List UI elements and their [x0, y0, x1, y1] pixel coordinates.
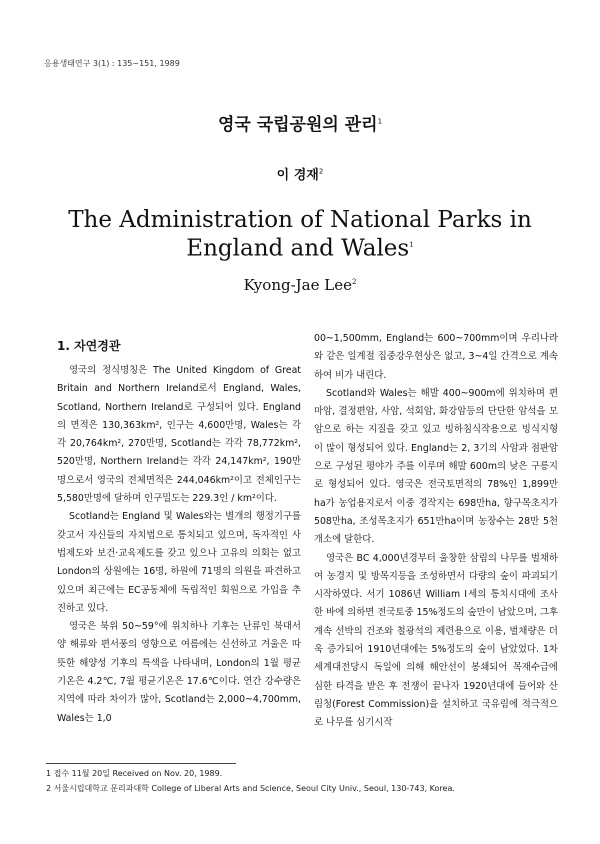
- paragraph: 영국은 BC 4,000년경부터 울창한 삼림의 나무를 벌채하여 농경지 및 방목지등을 조성하면서 다량의 숲이 파괴되기 시작하였다. 서기 1086년 William Ⅰ세의 통치시대에 조사한 바에 의하면 전국토중 15%정도의 숲만이 남았으며, 그후 계속 선박의 건조와 철광석의 제련용으로 이용, 벌채량은 더욱 증가되어 1910년대에는 5%정도의 숲이 남았었다. 1차세계대전당시 독일에 의해 해안선이 봉쇄되어 목재수급에 심한 타격을 받은 후 전쟁이 끝나자 1920년대에 들어와 산림청(Forest Commission)을 설치하고 국유림에 적극적으로 나무를 심기시작: [314, 552, 558, 729]
- paragraph: 00~1,500mm, England는 600~700mm이며 우리나라와 같은 일계절 집중강우현상은 없고, 3~4일 간격으로 계속하여 비가 내린다.: [314, 333, 558, 381]
- title-footnote-mark: 1: [377, 117, 383, 126]
- paragraph: Scotland와 Wales는 해발 400~900m에 위치하며 편마암, 결정편암, 사암, 석회암, 화강암등의 단단한 암석을 모암으로 하는 지질을 갖고 있고 빙하침식작용으로 빙식지형이 많이 형성되어 있다. England는 2, 3기의 사암과 점판암으로 구성된 평야가 주를 이루며 해발 600m의 낮은 구릉지로 형성되어 있다. 영국은 전국토면적의 78%인 1,899만 ha가 농업용지로서 이중 경작지는 698만ha, 향구목초지가 508만ha, 조성목초지가 651만ha이며 농장수는 28만 5천개소에 달한다.: [314, 387, 558, 546]
- paper-title-english-line2-wrap: [0, 233, 600, 262]
- paragraph: 영국의 정식명칭은 The United Kingdom of Great Britain and Northern Ireland로서 England, Wales, Scotland, Northern Ireland로 구성되어 있다. England의 면적은 130,363km², 인구는 4,600만명, Wales는 각각 20,764km², 270만명, Scotland는 각각 78,772km², 520만명, Northern Ireland는 각각 24,147km², 190만명으로서 영국의 전체면적은 244,046km²이고 전체인구는 5,580만명에 달하며 인구밀도는 229.3인 / km²이다.: [57, 365, 301, 505]
- paragraph: 영국은 북위 50~59°에 위치하나 기후는 난류인 북대서양 해류와 편서풍의 영향으로 여름에는 신선하고 겨울은 따뜻한 해양성 기후의 특색을 나타내며, London의 1월 평균기온은 4.2℃, 7월 평균기온은 17.6℃이다. 연간 강수량은 지역에 따라 차이가 많아, Scotland는 2,000~4,700mm, Wales는 1,0: [57, 621, 301, 724]
- footnote-divider: [46, 763, 236, 764]
- section-heading: 1. 자연경관: [57, 339, 121, 353]
- paper-title-english: [0, 208, 600, 262]
- footnote-1: 1 접수 11월 20일 Received on Nov. 20, 1989.: [46, 769, 223, 778]
- paper-title-korean-text: 영국 국립공원의 관리: [217, 115, 378, 135]
- journal-header: 응용생태연구 3(1) : 135~151, 1989: [44, 59, 180, 68]
- paper-title-english-line2: England and Wales: [186, 235, 410, 262]
- english-title-footnote-mark: 1: [409, 241, 414, 249]
- author-korean: [0, 164, 600, 183]
- author-footnote-mark: 2: [318, 167, 324, 176]
- author-korean-text: 이 경재: [276, 168, 319, 183]
- paragraph: Scotland는 England 및 Wales와는 별개의 행정기구를 갖고서 자신들의 자치법으로 통치되고 있으며, 독자적인 사법제도와 보건·교육제도를 갖고 있으나 고유의 의회는 없고 London의 상원에는 16명, 하원에 71명의 의원을 파견하고 있으며 최근에는 EC공동체에 독립적인 회원으로 가입을 추진하고 있다.: [57, 511, 301, 614]
- author-english-text: Kyong-Jae Lee: [243, 276, 352, 294]
- paper-title-english-line1: The Administration of National Parks in: [68, 207, 532, 233]
- footnote-2: 2 서울시립대학교 문리과대학 College of Liberal Arts and Science, Seoul City Univ., Seoul, 130-743, Korea.: [46, 784, 455, 793]
- paper-title-korean: [0, 110, 600, 135]
- left-column: [57, 338, 301, 728]
- right-column: [314, 330, 558, 733]
- author-english: [0, 276, 600, 294]
- english-author-footnote-mark: 2: [351, 278, 357, 286]
